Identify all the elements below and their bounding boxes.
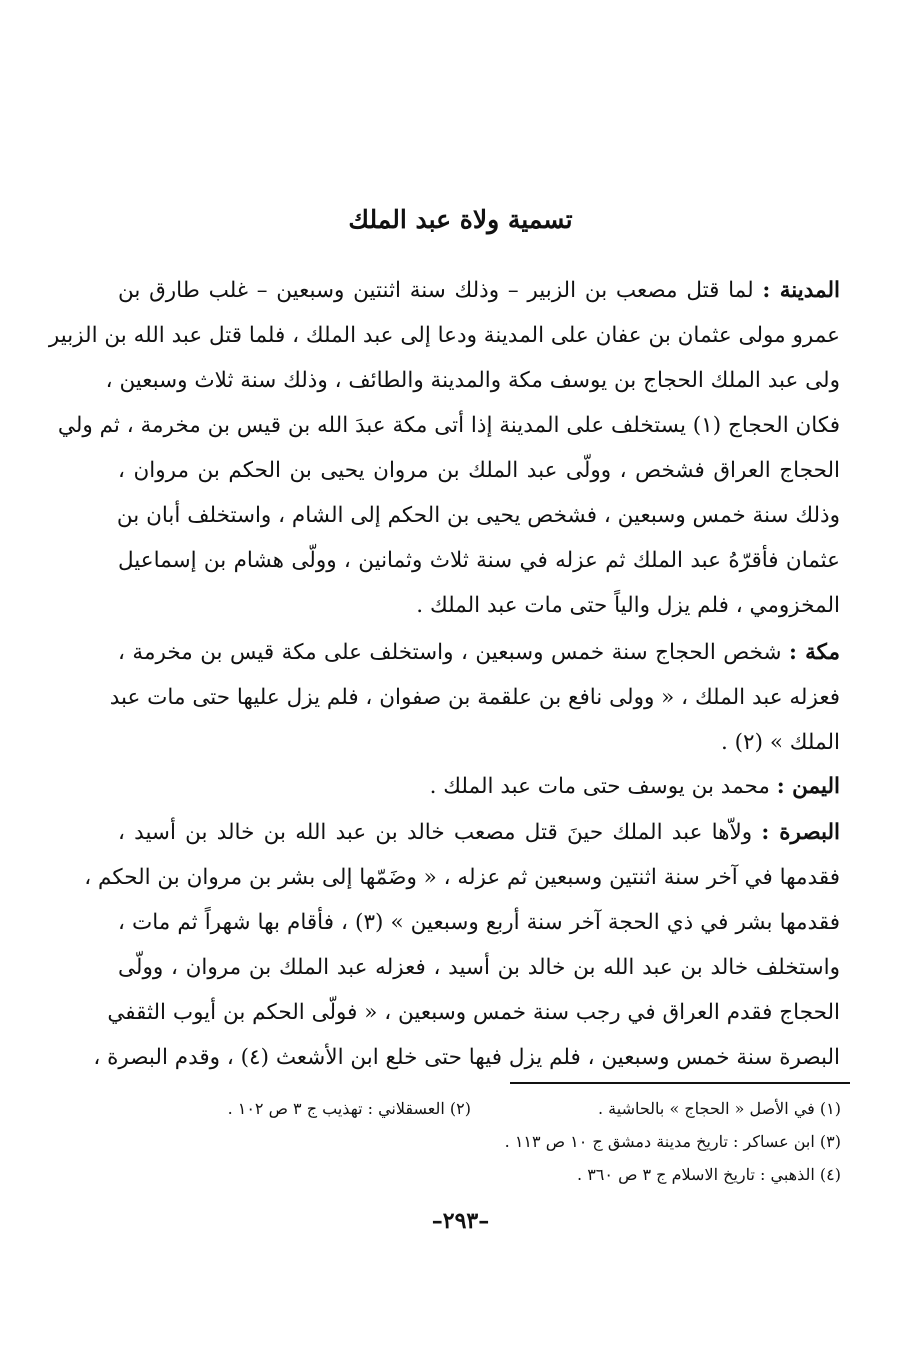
text-line: فعزله عبد الملك ، « وولى نافع بن علقمة بن صفوان ، فلم يزل عليها حتى مات عبد xyxy=(109,685,840,710)
text-line: الحجاج فقدم العراق في رجب سنة خمس وسبعين ، « فولّى الحكم بن أيوب الثقفي xyxy=(107,1000,840,1025)
section-medina xyxy=(48,268,840,628)
page-number: –٢٩٣– xyxy=(431,1208,490,1234)
text-line: عمرو مولى عثمان بن عفان على المدينة ودعا إلى عبد الملك ، فلما قتل عبد الله بن الزبير xyxy=(48,323,840,348)
section-basra xyxy=(84,810,840,1080)
text-line: فقدمها في آخر سنة اثنتين وسبعين ثم عزله ، « وضَمّها إلى بشر بن مروان بن الحكم ، xyxy=(84,865,840,890)
text-line: عثمان فأقرّهُ عبد الملك ثم عزله في سنة ثلاث وثمانين ، وولّى هشام بن إسماعيل xyxy=(118,548,840,573)
section-heading: المدينة : xyxy=(762,278,840,303)
section-heading: البصرة : xyxy=(761,820,840,845)
text-line: فقدمها بشر في ذي الحجة آخر سنة أربع وسبعين » (٣) ، فأقام بها شهراً ثم مات ، xyxy=(118,910,840,935)
footnote-3: (٣) ابن عساكر : تاريخ مدينة دمشق ج ١٠ ص ١١٣ . xyxy=(504,1132,841,1151)
page-title: تسمية ولاة عبد الملك xyxy=(348,205,573,234)
section-heading: مكة : xyxy=(789,640,840,665)
text-line: البصرة : ولاّها عبد الملك حينَ قتل مصعب خالد بن عبد الله بن خالد بن أسيد ، xyxy=(118,820,840,845)
footnote-4: (٤) الذهبي : تاريخ الاسلام ج ٣ ص ٣٦٠ . xyxy=(577,1165,841,1184)
text-line: واستخلف خالد بن عبد الله بن خالد بن أسيد ، فعزله عبد الملك بن مروان ، وولّى xyxy=(118,955,840,980)
footnote-2: (٢) العسقلاني : تهذيب ج ٣ ص ١٠٢ . xyxy=(227,1099,471,1118)
text-line: المخزومي ، فلم يزل والياً حتى مات عبد الملك . xyxy=(416,593,840,618)
section-yemen xyxy=(118,764,840,809)
text-line: وذلك سنة خمس وسبعين ، فشخص يحيى بن الحكم إلى الشام ، واستخلف أبان بن xyxy=(116,503,840,528)
section-mecca xyxy=(109,630,840,765)
section-heading: اليمن : xyxy=(776,774,840,799)
text-line: الملك » (٢) . xyxy=(720,730,840,755)
text-line: مكة : شخص الحجاج سنة خمس وسبعين ، واستخلف على مكة قيس بن مخرمة ، xyxy=(118,640,840,665)
text-line: المدينة : لما قتل مصعب بن الزبير – وذلك سنة اثنتين وسبعين – غلب طارق بن xyxy=(118,278,840,303)
text-line: ولى عبد الملك الحجاج بن يوسف مكة والمدينة والطائف ، وذلك سنة ثلاث وسبعين ، xyxy=(105,368,840,393)
text-line: فكان الحجاج (١) يستخلف على المدينة إذا أتى مكة عبدَ الله بن قيس بن مخرمة ، ثم ولي xyxy=(57,413,840,438)
footnote-divider xyxy=(510,1082,850,1084)
footnote-row xyxy=(121,1098,841,1120)
footnote-1: (١) في الأصل « الحجاج » بالحاشية . xyxy=(597,1099,841,1118)
text-line: الحجاج العراق فشخص ، وولّى عبد الملك بن مروان يحيى بن الحكم بن مروان ، xyxy=(118,458,840,483)
text-line: البصرة سنة خمس وسبعين ، فلم يزل فيها حتى خلع ابن الأشعث (٤) ، وقدم البصرة ، xyxy=(93,1045,840,1070)
text-line: اليمن : محمد بن يوسف حتى مات عبد الملك . xyxy=(429,774,840,799)
